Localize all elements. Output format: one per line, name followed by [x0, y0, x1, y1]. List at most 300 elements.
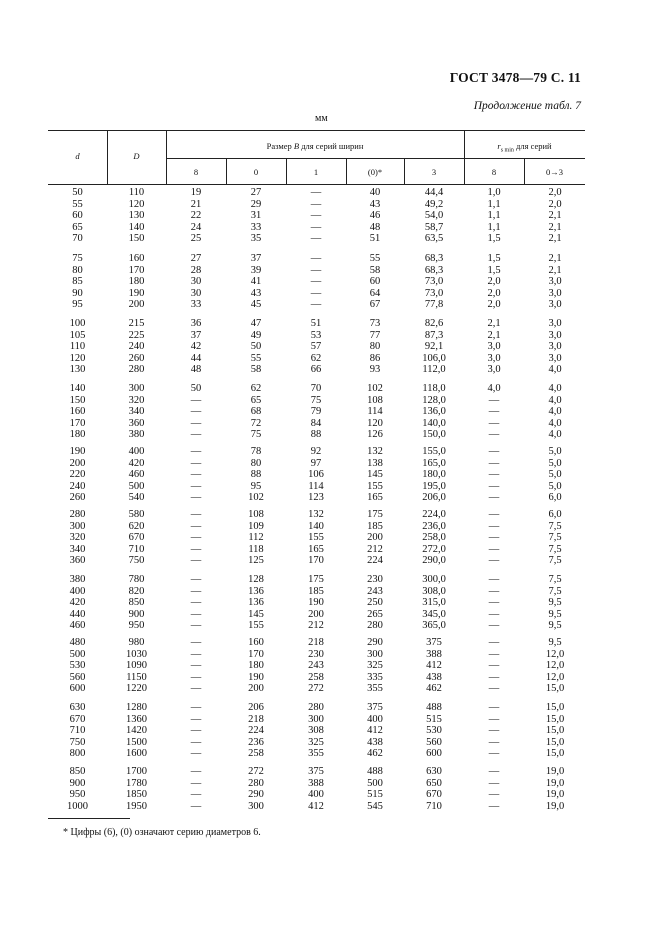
table-cell: — — [190, 725, 202, 736]
table-cell: 258,0 — [422, 532, 446, 543]
table-cell: 15,0 — [545, 736, 565, 748]
table-row — [0, 299, 661, 311]
table-cell: 51 — [369, 233, 381, 244]
table-cell: 850 — [128, 597, 145, 608]
footnote-rule — [48, 818, 130, 819]
table-cell: 48 — [190, 364, 202, 375]
table-cell: 118,0 — [422, 383, 446, 394]
table-cell: 60 — [369, 276, 381, 287]
table-cell: — — [488, 520, 500, 532]
table-cell: 102 — [248, 492, 264, 503]
table-cell: 40 — [369, 187, 381, 198]
table-row — [0, 637, 661, 649]
table-cell: — — [190, 648, 202, 660]
table-cell: 500 — [128, 480, 145, 492]
subheader-cell: 1 — [313, 167, 319, 177]
table-cell: 108 — [248, 509, 264, 520]
table-cell: — — [488, 417, 500, 429]
table-cell: 515 — [367, 789, 383, 800]
table-cell: — — [488, 532, 500, 543]
table-cell: 5,0 — [548, 469, 562, 480]
table-cell: 4,0 — [548, 417, 562, 429]
table-cell: 380 — [128, 429, 145, 440]
table-row — [0, 702, 661, 714]
table-cell: 355 — [367, 683, 383, 694]
table-cell: 92,1 — [424, 341, 444, 352]
table-row — [0, 789, 661, 801]
table-cell: — — [190, 702, 202, 713]
table-cell: — — [488, 766, 500, 777]
header-D: D — [133, 151, 140, 161]
table-row — [0, 714, 661, 726]
table-cell: 420 — [128, 457, 145, 469]
table-cell: 412 — [426, 660, 442, 671]
table-cell: — — [190, 748, 202, 759]
table-cell: 80 — [250, 457, 262, 469]
table-cell: 136 — [248, 597, 264, 608]
table-cell: 1150 — [126, 671, 147, 683]
table-cell: — — [488, 702, 500, 713]
table-cell: 300 — [128, 383, 145, 394]
table-cell: 420 — [69, 597, 86, 608]
table-row — [0, 318, 661, 330]
table-cell: 63,5 — [424, 233, 444, 244]
table-cell: 29 — [250, 198, 262, 210]
table-cell: 1030 — [126, 648, 147, 660]
table-cell: — — [310, 299, 322, 310]
table-cell: — — [488, 608, 500, 620]
table-cell: 600 — [426, 748, 442, 759]
table-cell: 3,0 — [548, 352, 562, 364]
table-cell: 97 — [310, 457, 322, 469]
table-cell: 87,3 — [424, 329, 444, 341]
table-cell: 3,0 — [548, 287, 562, 299]
table-cell: 22 — [190, 210, 202, 221]
table-row — [0, 492, 661, 504]
table-cell: 480 — [69, 637, 86, 648]
table-cell: — — [488, 406, 500, 417]
table-cell: 2,0 — [487, 287, 501, 299]
table-cell: 200 — [69, 457, 86, 469]
table-cell: 31 — [250, 210, 262, 221]
table-cell: 236 — [248, 736, 264, 748]
table-cell: 1090 — [126, 660, 147, 671]
table-cell: 145 — [367, 469, 383, 480]
table-cell: 1,1 — [487, 198, 501, 210]
table-cell: 7,5 — [548, 585, 562, 597]
table-cell: 280 — [69, 509, 86, 520]
table-cell: 2,0 — [487, 299, 501, 310]
table-cell: 114 — [367, 406, 383, 417]
table-cell: 650 — [426, 777, 442, 789]
table-cell: — — [488, 725, 500, 736]
table-row — [0, 265, 661, 277]
table-cell: 70 — [72, 233, 83, 244]
table-cell: 980 — [128, 637, 145, 648]
table-cell: 300,0 — [422, 574, 446, 585]
table-cell: 155 — [308, 532, 324, 543]
table-cell: 670 — [128, 532, 145, 543]
table-cell: 3,0 — [487, 341, 501, 352]
table-cell: 670 — [426, 789, 442, 800]
table-cell: 80 — [72, 264, 83, 276]
table-cell: 77,8 — [424, 299, 444, 310]
table-cell: 44 — [190, 352, 202, 364]
table-cell: 55 — [250, 352, 262, 364]
table-cell: 190 — [308, 597, 324, 608]
table-cell: 2,1 — [548, 233, 562, 244]
table-cell: — — [190, 509, 202, 520]
table-cell: 280 — [248, 777, 264, 789]
table-row — [0, 544, 661, 556]
table-cell: 86 — [369, 352, 381, 364]
table-cell: 224 — [367, 555, 383, 566]
table-row — [0, 330, 661, 342]
table-cell: — — [310, 187, 322, 198]
table-cell: — — [190, 555, 202, 566]
table-cell: 140 — [128, 221, 145, 233]
table-cell: 375 — [308, 766, 324, 777]
table-cell: 5,0 — [548, 446, 562, 457]
table-cell: — — [488, 457, 500, 469]
table-row — [0, 187, 661, 199]
table-cell: 900 — [69, 777, 86, 789]
table-cell: 43 — [369, 198, 381, 210]
table-cell: — — [488, 637, 500, 648]
table-cell: 72 — [250, 417, 262, 429]
table-cell: 150 — [128, 233, 145, 244]
table-cell: 88 — [310, 429, 322, 440]
table-cell: 50 — [250, 341, 262, 352]
table-cell: — — [190, 446, 202, 457]
table-top-rule — [48, 130, 585, 131]
table-row — [0, 683, 661, 695]
table-cell: — — [190, 671, 202, 683]
table-cell: 175 — [308, 574, 324, 585]
table-cell: 710 — [69, 725, 86, 736]
table-cell: 73,0 — [424, 276, 444, 287]
table-cell: 138 — [367, 457, 383, 469]
table-cell: — — [190, 660, 202, 671]
header-size-group: Размер B для серий ширин — [266, 141, 364, 151]
table-cell: 53 — [310, 329, 322, 341]
table-cell: 120 — [367, 417, 383, 429]
table-cell: 105 — [69, 329, 86, 341]
table-cell: 180,0 — [422, 469, 446, 480]
table-row — [0, 801, 661, 813]
table-row — [0, 406, 661, 418]
table-cell: 118 — [248, 543, 264, 555]
table-row — [0, 748, 661, 760]
table-cell: 1500 — [126, 736, 147, 748]
table-cell: — — [488, 620, 500, 631]
table-cell: 1,0 — [487, 187, 501, 198]
table-cell: 180 — [69, 429, 86, 440]
table-cell: — — [310, 253, 322, 264]
table-row — [0, 649, 661, 661]
table-cell: — — [190, 394, 202, 406]
table-cell: 140 — [308, 520, 324, 532]
table-cell: 102 — [367, 383, 383, 394]
table-cell: — — [488, 543, 500, 555]
table-row — [0, 620, 661, 632]
table-cell: 15,0 — [545, 748, 565, 759]
table-cell: 280 — [367, 620, 383, 631]
table-cell: 3,0 — [548, 329, 562, 341]
table-cell: — — [190, 766, 202, 777]
table-continuation-label: Продолжение табл. 7 — [473, 100, 581, 112]
table-cell: 123 — [308, 492, 324, 503]
table-cell: 308 — [308, 725, 324, 736]
table-cell: 130 — [128, 210, 145, 221]
table-cell: 100 — [69, 318, 86, 329]
table-cell: 12,0 — [545, 671, 565, 683]
table-cell: 175 — [367, 509, 383, 520]
table-row — [0, 222, 661, 234]
table-cell: — — [310, 198, 322, 210]
table-cell: 7,5 — [548, 543, 562, 555]
table-cell: — — [488, 671, 500, 683]
table-cell: 55 — [72, 198, 83, 210]
table-cell: 128 — [248, 574, 264, 585]
table-cell: 33 — [250, 221, 262, 233]
table-cell: 260 — [128, 352, 145, 364]
table-cell: 258 — [248, 748, 264, 759]
table-row — [0, 469, 661, 481]
table-cell: — — [190, 777, 202, 789]
table-cell: 27 — [250, 187, 262, 198]
table-cell: 3,0 — [548, 318, 562, 329]
table-cell: 50 — [190, 383, 202, 394]
table-cell: 12,0 — [545, 648, 565, 660]
table-cell: 36 — [190, 318, 202, 329]
table-cell: 225 — [128, 329, 145, 341]
table-cell: 120 — [69, 352, 86, 364]
table-cell: 460 — [69, 620, 86, 631]
table-cell: 800 — [69, 748, 86, 759]
table-row — [0, 210, 661, 222]
table-cell: 230 — [367, 574, 383, 585]
table-cell: — — [488, 777, 500, 789]
table-row — [0, 737, 661, 749]
table-cell: 73,0 — [424, 287, 444, 299]
table-cell: 224 — [248, 725, 264, 736]
table-cell: — — [488, 394, 500, 406]
table-cell: — — [310, 233, 322, 244]
table-cell: 64 — [369, 287, 381, 299]
table-cell: 1,5 — [487, 253, 501, 264]
table-cell: 1000 — [67, 800, 88, 812]
table-cell: 438 — [367, 736, 383, 748]
table-cell: 58,7 — [424, 221, 444, 233]
footnote: * Цифры (6), (0) означают серию диаметров 6. — [63, 827, 261, 838]
table-cell: 160 — [248, 637, 264, 648]
table-cell: — — [488, 446, 500, 457]
table-cell: 55 — [369, 253, 381, 264]
table-cell: — — [310, 287, 322, 299]
table-cell: 545 — [367, 800, 383, 812]
table-cell: 136,0 — [422, 406, 446, 417]
table-cell: 670 — [69, 713, 86, 725]
subheader-cell: (0)* — [367, 167, 383, 177]
table-cell: 300 — [69, 520, 86, 532]
table-cell: 950 — [69, 789, 86, 800]
table-cell: 780 — [128, 574, 145, 585]
table-cell: 170 — [248, 648, 264, 660]
table-cell: 190 — [69, 446, 86, 457]
table-row — [0, 660, 661, 672]
subheader-cell: 0 — [253, 167, 259, 177]
table-cell: — — [190, 736, 202, 748]
table-cell: 388 — [426, 648, 442, 660]
table-cell: — — [488, 585, 500, 597]
table-cell: 438 — [426, 671, 442, 683]
table-cell: — — [190, 789, 202, 800]
table-cell: 4,0 — [487, 383, 501, 394]
document-header: ГОСТ 3478—79 С. 11 — [449, 70, 581, 85]
table-cell: 462 — [426, 683, 442, 694]
table-cell: 240 — [128, 341, 145, 352]
table-cell: 7,5 — [548, 520, 562, 532]
table-cell: — — [488, 555, 500, 566]
table-cell: 212 — [308, 620, 324, 631]
table-cell: 37 — [250, 253, 262, 264]
table-cell: 315,0 — [422, 597, 446, 608]
table-row — [0, 383, 661, 395]
table-cell: — — [488, 597, 500, 608]
table-cell: 19 — [190, 187, 202, 198]
table-cell: 218 — [308, 637, 324, 648]
table-cell: 280 — [308, 702, 324, 713]
table-cell: 200 — [128, 299, 145, 310]
table-cell: 67 — [369, 299, 381, 310]
table-cell: 54,0 — [424, 210, 444, 221]
table-cell: 400 — [367, 713, 383, 725]
table-cell: 308,0 — [422, 585, 446, 597]
table-cell: 15,0 — [545, 725, 565, 736]
table-row — [0, 532, 661, 544]
table-cell: 19,0 — [545, 766, 565, 777]
table-cell: 2,0 — [548, 187, 562, 198]
table-cell: 112 — [248, 532, 264, 543]
table-cell: 39 — [250, 264, 262, 276]
table-cell: 400 — [69, 585, 86, 597]
table-cell: — — [190, 608, 202, 620]
table-cell: 258 — [308, 671, 324, 683]
table-cell: 6,0 — [548, 492, 562, 503]
table-cell: 260 — [69, 492, 86, 503]
table-cell: 114 — [308, 480, 324, 492]
table-cell: 2,1 — [548, 221, 562, 233]
table-cell: — — [190, 713, 202, 725]
table-cell: — — [488, 469, 500, 480]
table-cell: 7,5 — [548, 574, 562, 585]
table-cell: 93 — [369, 364, 381, 375]
table-cell: 325 — [367, 660, 383, 671]
table-row — [0, 429, 661, 441]
table-cell: 950 — [128, 620, 145, 631]
table-row — [0, 341, 661, 353]
table-cell: — — [190, 406, 202, 417]
table-cell: 1420 — [126, 725, 147, 736]
subheader-cell: 8 — [491, 167, 497, 177]
table-cell: 375 — [367, 702, 383, 713]
table-cell: 37 — [190, 329, 202, 341]
table-cell: 170 — [69, 417, 86, 429]
table-row — [0, 778, 661, 790]
table-cell: — — [190, 532, 202, 543]
table-cell: 200 — [248, 683, 264, 694]
table-row — [0, 672, 661, 684]
table-row — [0, 609, 661, 621]
table-cell: 1850 — [126, 789, 147, 800]
table-cell: 160 — [128, 253, 145, 264]
table-row — [0, 446, 661, 458]
header-bottom-rule — [48, 184, 585, 185]
table-cell: 462 — [367, 748, 383, 759]
table-cell: 320 — [128, 394, 145, 406]
table-cell: 290 — [367, 637, 383, 648]
table-cell: 6,0 — [548, 509, 562, 520]
table-row — [0, 521, 661, 533]
table-cell: 21 — [190, 198, 202, 210]
table-cell: 95 — [72, 299, 83, 310]
table-cell: 7,5 — [548, 532, 562, 543]
table-cell: 300 — [308, 713, 324, 725]
table-cell: 1,5 — [487, 233, 501, 244]
table-cell: 140,0 — [422, 417, 446, 429]
table-row — [0, 725, 661, 737]
table-cell: 360 — [128, 417, 145, 429]
table-cell: — — [190, 800, 202, 812]
table-cell: 88 — [250, 469, 262, 480]
table-cell: 272 — [248, 766, 264, 777]
table-cell: 560 — [426, 736, 442, 748]
table-cell: 75 — [72, 253, 83, 264]
table-cell: 106,0 — [422, 352, 446, 364]
table-cell: 850 — [69, 766, 86, 777]
table-cell: 190 — [128, 287, 145, 299]
table-cell: 85 — [72, 276, 83, 287]
table-cell: 710 — [426, 800, 442, 812]
table-row — [0, 395, 661, 407]
table-cell: 900 — [128, 608, 145, 620]
table-cell: 290,0 — [422, 555, 446, 566]
table-cell: 30 — [190, 276, 202, 287]
table-cell: 412 — [367, 725, 383, 736]
table-cell: 236,0 — [422, 520, 446, 532]
header-d: d — [75, 151, 80, 161]
table-row — [0, 509, 661, 521]
table-row — [0, 418, 661, 430]
table-cell: — — [190, 585, 202, 597]
table-row — [0, 364, 661, 376]
table-cell: 185 — [367, 520, 383, 532]
table-cell: 243 — [308, 660, 324, 671]
table-cell: 280 — [128, 364, 145, 375]
table-cell: 243 — [367, 585, 383, 597]
table-row — [0, 233, 661, 245]
table-cell: 19,0 — [545, 789, 565, 800]
table-row — [0, 276, 661, 288]
table-cell: 25 — [190, 233, 202, 244]
table-cell: 9,5 — [548, 620, 562, 631]
table-cell: 12,0 — [545, 660, 565, 671]
table-cell: 4,0 — [548, 364, 562, 375]
table-cell: 44,4 — [424, 187, 444, 198]
table-cell: — — [190, 469, 202, 480]
table-cell: 180 — [248, 660, 264, 671]
